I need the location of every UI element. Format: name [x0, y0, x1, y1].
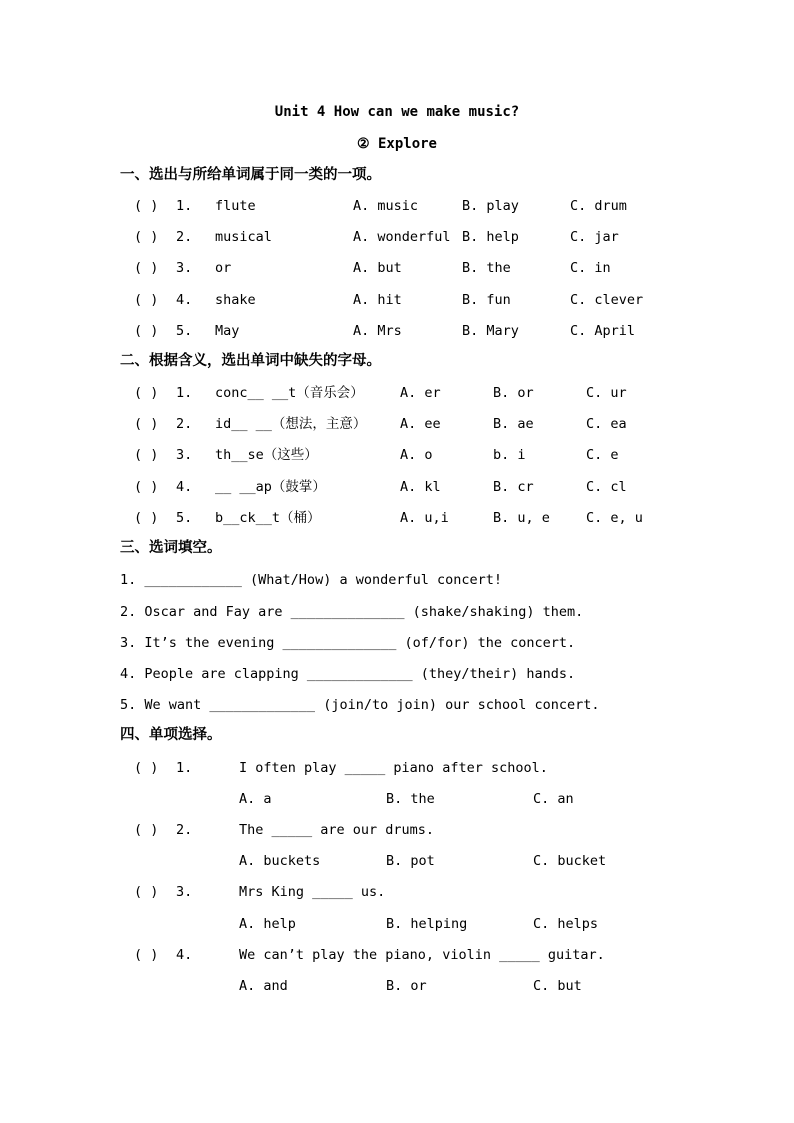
question-word: __ __ap（鼓掌）	[215, 479, 326, 495]
options-row	[0, 851, 794, 871]
question-row	[0, 508, 794, 528]
fill-in-row	[0, 570, 794, 590]
question-row	[0, 321, 794, 341]
option-c: C. e, u	[586, 510, 643, 526]
option-a: A. kl	[400, 479, 441, 495]
fill-in-sentence[interactable]: 2. Oscar and Fay are ______________ (shake/shaking) them.	[120, 604, 584, 620]
fill-in-row	[0, 664, 794, 684]
question-word: b__ck__t（桶）	[215, 510, 321, 526]
option-b: B. u, e	[493, 510, 550, 526]
option-b: B. fun	[462, 292, 511, 308]
answer-blank[interactable]: ( )	[134, 822, 159, 838]
option-b: B. play	[462, 198, 519, 214]
answer-blank[interactable]: ( )	[134, 198, 159, 214]
option-a: A. and	[239, 978, 288, 994]
answer-blank[interactable]: ( )	[134, 447, 159, 463]
option-b: B. the	[462, 260, 511, 276]
question-word: or	[215, 260, 232, 276]
question-row	[0, 882, 794, 902]
option-c: C. April	[570, 323, 636, 339]
question-stem: The _____ are our drums.	[239, 822, 435, 838]
option-a: A. ee	[400, 416, 441, 432]
fill-in-row	[0, 633, 794, 653]
section-heading-3: 三、选词填空。	[120, 540, 222, 556]
question-number: 1.	[176, 198, 193, 214]
question-row	[0, 820, 794, 840]
answer-blank[interactable]: ( )	[134, 292, 159, 308]
question-stem: We can’t play the piano, violin _____ guitar.	[239, 947, 605, 963]
answer-blank[interactable]: ( )	[134, 323, 159, 339]
fill-in-row	[0, 695, 794, 715]
fill-in-sentence[interactable]: 1. ____________ (What/How) a wonderful concert!	[120, 572, 503, 588]
page-title: Unit 4 How can we make music?	[274, 104, 520, 120]
question-word: musical	[215, 229, 272, 245]
option-b: B. cr	[493, 479, 534, 495]
question-number: 4.	[176, 947, 193, 963]
option-c: C. in	[570, 260, 611, 276]
option-c: C. clever	[570, 292, 644, 308]
option-c: C. an	[533, 791, 574, 807]
question-word: th__se（这些）	[215, 447, 318, 463]
option-c: C. ea	[586, 416, 627, 432]
option-c: C. jar	[570, 229, 619, 245]
answer-blank[interactable]: ( )	[134, 260, 159, 276]
option-a: A. o	[400, 447, 433, 463]
option-a: A. a	[239, 791, 272, 807]
option-b: B. helping	[386, 916, 468, 932]
question-row	[0, 196, 794, 216]
page-subtitle: ② Explore	[357, 136, 437, 152]
answer-blank[interactable]: ( )	[134, 884, 159, 900]
option-a: A. Mrs	[353, 323, 402, 339]
question-row	[0, 290, 794, 310]
answer-blank[interactable]: ( )	[134, 947, 159, 963]
question-row	[0, 445, 794, 465]
question-number: 1.	[176, 385, 193, 401]
question-word: conc__ __t（音乐会）	[215, 385, 364, 401]
question-row	[0, 383, 794, 403]
option-a: A. u,i	[400, 510, 449, 526]
option-b: B. ae	[493, 416, 534, 432]
answer-blank[interactable]: ( )	[134, 760, 159, 776]
question-row	[0, 258, 794, 278]
question-number: 2.	[176, 416, 193, 432]
question-number: 3.	[176, 447, 193, 463]
question-word: shake	[215, 292, 256, 308]
option-c: C. but	[533, 978, 582, 994]
answer-blank[interactable]: ( )	[134, 229, 159, 245]
question-number: 2.	[176, 822, 193, 838]
option-c: C. helps	[533, 916, 599, 932]
option-a: A. wonderful	[353, 229, 451, 245]
question-number: 2.	[176, 229, 193, 245]
answer-blank[interactable]: ( )	[134, 510, 159, 526]
question-number: 3.	[176, 260, 193, 276]
option-b: B. the	[386, 791, 435, 807]
question-number: 1.	[176, 760, 193, 776]
option-c: C. cl	[586, 479, 627, 495]
fill-in-sentence[interactable]: 5. We want _____________ (join/to join) our school concert.	[120, 697, 600, 713]
option-a: A. music	[353, 198, 419, 214]
answer-blank[interactable]: ( )	[134, 416, 159, 432]
option-b: B. pot	[386, 853, 435, 869]
option-c: C. bucket	[533, 853, 607, 869]
option-b: B. or	[386, 978, 427, 994]
section-heading-1: 一、选出与所给单词属于同一类的一项。	[120, 167, 381, 183]
question-number: 3.	[176, 884, 193, 900]
fill-in-sentence[interactable]: 4. People are clapping _____________ (they/their) hands.	[120, 666, 576, 682]
section-heading-2: 二、根据含义，选出单词中缺失的字母。	[120, 353, 381, 369]
section-heading-4: 四、单项选择。	[120, 727, 222, 743]
question-stem: I often play _____ piano after school.	[239, 760, 548, 776]
question-word: id__ __（想法，主意）	[215, 416, 367, 432]
options-row	[0, 914, 794, 934]
option-a: A. hit	[353, 292, 402, 308]
question-row	[0, 227, 794, 247]
fill-in-sentence[interactable]: 3. It’s the evening ______________ (of/for) the concert.	[120, 635, 576, 651]
options-row	[0, 976, 794, 996]
options-row	[0, 789, 794, 809]
option-b: B. or	[493, 385, 534, 401]
question-word: May	[215, 323, 240, 339]
option-b: B. help	[462, 229, 519, 245]
option-c: C. drum	[570, 198, 627, 214]
question-number: 5.	[176, 510, 193, 526]
option-a: A. er	[400, 385, 441, 401]
question-number: 5.	[176, 323, 193, 339]
question-row	[0, 414, 794, 434]
answer-blank[interactable]: ( )	[134, 479, 159, 495]
option-c: C. e	[586, 447, 619, 463]
question-row	[0, 758, 794, 778]
answer-blank[interactable]: ( )	[134, 385, 159, 401]
question-row	[0, 477, 794, 497]
option-a: A. help	[239, 916, 296, 932]
question-stem: Mrs King _____ us.	[239, 884, 386, 900]
option-c: C. ur	[586, 385, 627, 401]
fill-in-row	[0, 602, 794, 622]
question-word: flute	[215, 198, 256, 214]
option-a: A. but	[353, 260, 402, 276]
question-number: 4.	[176, 292, 193, 308]
question-number: 4.	[176, 479, 193, 495]
option-b: B. Mary	[462, 323, 519, 339]
question-row	[0, 945, 794, 965]
option-a: A. buckets	[239, 853, 321, 869]
option-b: b. i	[493, 447, 526, 463]
